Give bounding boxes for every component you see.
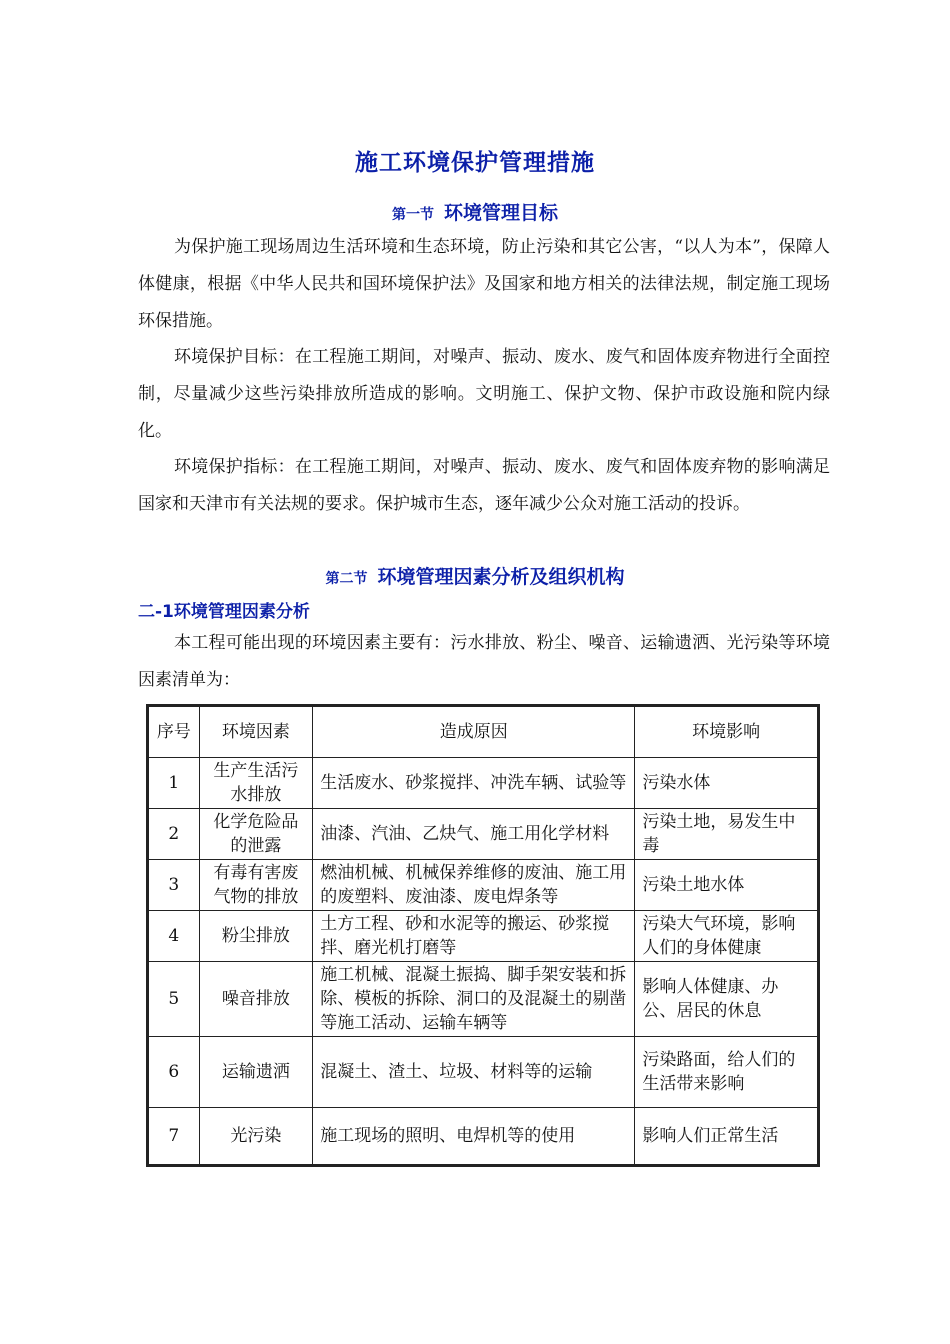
section-1-heading <box>0 198 950 225</box>
row-index: 7 <box>148 1108 200 1166</box>
section-1-paragraph-1: 为保护施工现场周边生活环境和生态环境，防止污染和其它公害，“以人为本”，保障人体健康，根据《中华人民共和国环境保护法》及国家和地方相关的法律法规，制定施工现场环保措施。 <box>138 237 830 331</box>
table-row <box>148 1108 819 1166</box>
section-1-paragraph-3: 环境保护指标：在工程施工期间，对噪声、振动、废水、废气和固体废弃物的影响满足国家和天津市有关法规的要求。保护城市生态，逐年减少公众对施工活动的投诉。 <box>138 457 830 514</box>
header-index: 序号 <box>148 706 200 758</box>
row-impact: 污染水体 <box>635 758 819 809</box>
section-1-title: 环境管理目标 <box>443 202 558 224</box>
row-index: 6 <box>148 1037 200 1108</box>
row-factor: 光污染 <box>199 1108 313 1166</box>
row-impact: 污染路面，给人们的生活带来影响 <box>635 1037 819 1108</box>
row-factor: 粉尘排放 <box>199 911 313 962</box>
row-cause: 混凝土、渣土、垃圾、材料等的运输 <box>313 1037 635 1108</box>
header-impact: 环境影响 <box>635 706 819 758</box>
row-impact: 影响人体健康、办公、居民的休息 <box>635 962 819 1037</box>
section-1-paragraph-2: 环境保护目标：在工程施工期间，对噪声、振动、废水、废气和固体废弃物进行全面控制，尽量减少这些污染排放所造成的影响。文明施工、保护文物、保护市政设施和院内绿化。 <box>138 347 830 441</box>
row-index: 2 <box>148 809 200 860</box>
row-impact: 影响人们正常生活 <box>635 1108 819 1166</box>
row-cause: 施工现场的照明、电焊机等的使用 <box>313 1108 635 1166</box>
row-impact: 污染大气环境，影响人们的身体健康 <box>635 911 819 962</box>
row-cause: 油漆、汽油、乙炔气、施工用化学材料 <box>313 809 635 860</box>
row-index: 4 <box>148 911 200 962</box>
row-index: 1 <box>148 758 200 809</box>
row-cause: 施工机械、混凝土振捣、脚手架安装和拆除、模板的拆除、洞口的及混凝土的剔凿等施工活动、运输车辆等 <box>313 962 635 1037</box>
table-row <box>148 962 819 1037</box>
section-2-heading <box>0 562 950 589</box>
section-2-intro: 本工程可能出现的环境因素主要有：污水排放、粉尘、噪音、运输遗洒、光污染等环境因素清单为： <box>138 633 830 690</box>
row-cause: 土方工程、砂和水泥等的搬运、砂浆搅拌、磨光机打磨等 <box>313 911 635 962</box>
row-index: 3 <box>148 860 200 911</box>
header-factor: 环境因素 <box>199 706 313 758</box>
row-factor: 噪音排放 <box>199 962 313 1037</box>
row-index: 5 <box>148 962 200 1037</box>
table-row <box>148 860 819 911</box>
section-2-title: 环境管理因素分析及组织机构 <box>377 566 625 588</box>
section-2-number: 第二节 <box>325 571 368 587</box>
document-title: 施工环境保护管理措施 <box>355 150 595 176</box>
row-impact: 污染土地，易发生中毒 <box>635 809 819 860</box>
section-1-number: 第一节 <box>391 207 434 223</box>
row-cause: 燃油机械、机械保养维修的废油、施工用的废塑料、废油漆、废电焊条等 <box>313 860 635 911</box>
row-factor: 有毒有害废气物的排放 <box>199 860 313 911</box>
table-row <box>148 758 819 809</box>
header-cause: 造成原因 <box>313 706 635 758</box>
table-row <box>148 911 819 962</box>
row-factor: 生产生活污水排放 <box>199 758 313 809</box>
table-row <box>148 1037 819 1108</box>
row-cause: 生活废水、砂浆搅拌、冲洗车辆、试验等 <box>313 758 635 809</box>
row-impact: 污染土地水体 <box>635 860 819 911</box>
row-factor: 运输遗洒 <box>199 1037 313 1108</box>
table-row <box>148 809 819 860</box>
row-factor: 化学危险品的泄露 <box>199 809 313 860</box>
table-header-row <box>148 706 819 758</box>
environment-factors-table <box>146 704 820 1167</box>
subsection-2-1-heading: 二-1环境管理因素分析 <box>138 602 310 622</box>
